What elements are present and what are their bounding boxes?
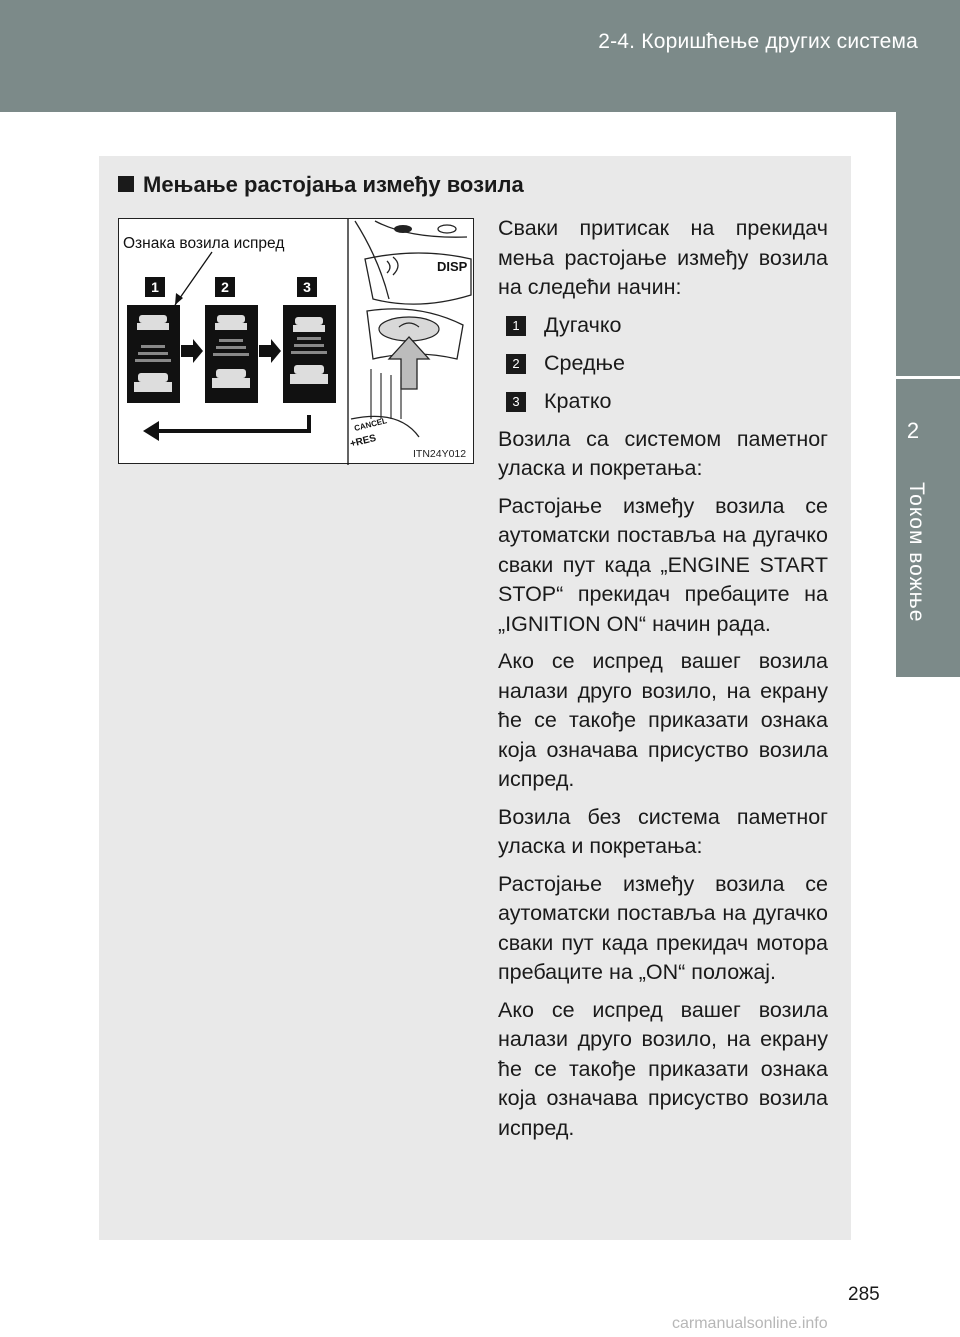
cancel-lever-label: CANCEL: [353, 416, 388, 433]
distance-illustration: [118, 218, 474, 464]
press-arrow-icon: [389, 337, 429, 389]
arrow-right-icon: [181, 339, 203, 363]
list-item-label: Дугачко: [544, 312, 622, 337]
return-arrow-icon: [143, 421, 159, 441]
voice-icon: [387, 257, 398, 275]
no-smart-entry-paragraph: Растојање између возила се аутоматски поставља на дугачко сваки пут када прекидач мотора пребаците на „ON“ положај.: [498, 871, 828, 984]
image-code: ITN24Y012: [413, 448, 467, 460]
body-text-column: [498, 214, 828, 1151]
list-item: [498, 311, 828, 341]
illustration-svg: [119, 219, 475, 465]
vehicle-ahead-paragraph-2: Ако се испред вашег возила налази друго возило, на екрану ће се такође приказати ознака која означава присуство возила испред.: [498, 997, 828, 1140]
display-panel-short: [283, 305, 336, 403]
smart-entry-paragraph: Растојање између возила се аутоматски поставља на дугачко сваки пут када „ENGINE START STOP“ прекидач пребаците на „IGNITION ON“ начин рада.: [498, 493, 828, 636]
watermark: carmanualsonline.info: [672, 1315, 828, 1332]
list-item: [498, 349, 828, 379]
running-header: 2-4. Коришћење других система: [598, 30, 918, 53]
section-title-text: Мењање растојања између возила: [143, 172, 524, 197]
list-item-label: Кратко: [544, 388, 612, 413]
section-heading: [118, 172, 524, 198]
section-bullet-icon: [118, 176, 134, 192]
smart-entry-heading: Возила са системом паметног уласка и покретања:: [498, 426, 828, 480]
callout-label: Ознака возила испред: [123, 235, 285, 252]
vehicle-ahead-paragraph: Ако се испред вашег возила налази друго возило, на екрану ће се такође приказати ознака која означава присуство возила испред.: [498, 649, 828, 791]
res-lever-label: +RES: [349, 432, 378, 450]
header-band: [0, 0, 960, 112]
list-number-badge: 2: [506, 354, 526, 374]
step-badge-2-text: 2: [221, 279, 229, 295]
return-arrow-line: [155, 415, 309, 431]
list-number-badge: 1: [506, 316, 526, 336]
chapter-label: Током вожње: [905, 482, 928, 623]
list-number-badge: 3: [506, 392, 526, 412]
steering-wheel-pad: [349, 221, 471, 460]
chapter-tab-divider: [896, 376, 960, 379]
no-smart-entry-heading: Возила без система паметног уласка и покретања:: [498, 804, 828, 858]
intro-paragraph: Сваки притисак на прекидач мења растојање између возила на следећи начин:: [498, 216, 828, 299]
display-panel-long: [127, 305, 180, 403]
step-badge-1-text: 1: [151, 279, 159, 295]
list-item-label: Средње: [544, 350, 625, 375]
display-panel-medium: [205, 305, 258, 403]
disp-switch-label: DISP: [437, 259, 468, 274]
list-item: [498, 387, 828, 417]
arrow-right-icon: [259, 339, 281, 363]
step-badge-3-text: 3: [303, 279, 311, 295]
page-number: 285: [848, 1284, 880, 1305]
chapter-number: 2: [906, 418, 920, 443]
